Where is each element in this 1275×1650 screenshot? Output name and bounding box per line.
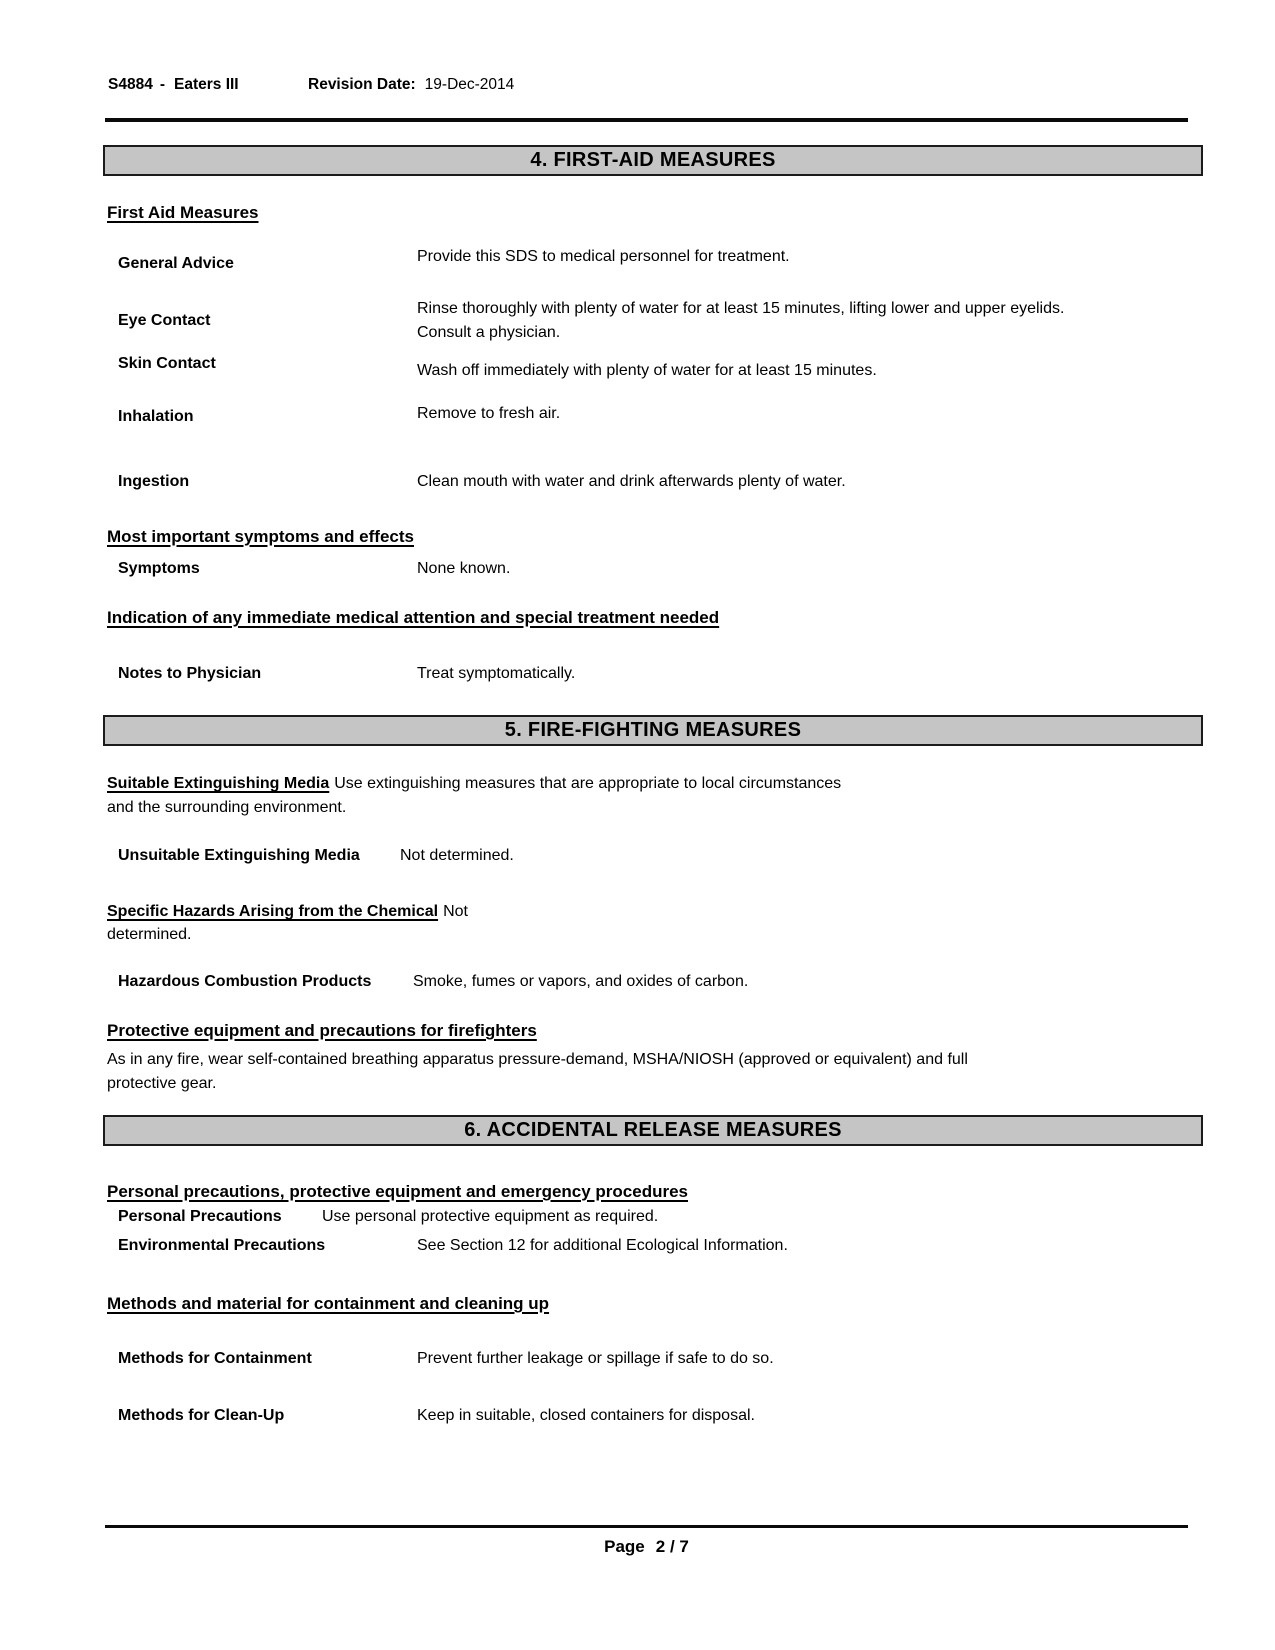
personal-precautions-heading: Personal precautions, protective equipment and emergency procedures — [107, 1182, 689, 1201]
environmental-precautions-label: Environmental Precautions — [118, 1237, 326, 1254]
eye-contact-value-line-1: Rinse thoroughly with plenty of water for at least 15 minutes, lifting lower and upper eyelids. — [417, 300, 1065, 317]
general-advice-value: Provide this SDS to medical personnel for treatment. — [417, 248, 790, 265]
indication-heading: Indication of any immediate medical attention and special treatment needed — [107, 608, 720, 627]
first-aid-measures-heading: First Aid Measures — [107, 203, 259, 222]
specific-hazards-paragraph — [107, 900, 1177, 946]
section-6-title: 6. ACCIDENTAL RELEASE MEASURES — [464, 1119, 842, 1141]
specific-hazards-text-line-1: Not — [443, 903, 468, 920]
specific-hazards-text-line-2: determined. — [107, 926, 192, 943]
firefighter-text-line-1: As in any fire, wear self-contained breathing apparatus pressure-demand, MSHA/NIOSH (approved or equivalent) and full — [107, 1051, 968, 1068]
methods-containment-value: Prevent further leakage or spillage if safe to do so. — [417, 1350, 774, 1367]
protective-equipment-heading: Protective equipment and precautions for firefighters — [107, 1021, 537, 1040]
ingestion-label: Ingestion — [118, 473, 190, 490]
section-5-title: 5. FIRE-FIGHTING MEASURES — [504, 719, 802, 741]
revision-date-value: 19-Dec-2014 — [424, 76, 515, 93]
section-4-header-bar — [103, 145, 1203, 176]
combustion-products-label: Hazardous Combustion Products — [118, 973, 372, 990]
skin-contact-value: Wash off immediately with plenty of water for at least 15 minutes. — [417, 362, 877, 379]
unsuitable-media-label: Unsuitable Extinguishing Media — [118, 847, 360, 864]
row-environmental-precautions — [105, 1237, 1203, 1293]
page-number — [105, 1537, 1188, 1557]
doc-header — [108, 76, 515, 94]
revision-date-label: Revision Date: — [308, 76, 416, 93]
eye-contact-label: Eye Contact — [118, 312, 211, 329]
row-methods-cleanup — [105, 1407, 1203, 1463]
firefighter-paragraph — [107, 1048, 1177, 1096]
row-general-advice — [105, 248, 1203, 304]
skin-contact-label: Skin Contact — [118, 355, 216, 372]
environmental-precautions-value: See Section 12 for additional Ecological Information. — [417, 1237, 788, 1254]
row-eye-contact — [105, 297, 1203, 353]
row-methods-containment — [105, 1350, 1203, 1406]
header-rule — [105, 118, 1188, 122]
page-number-value: 2 / 7 — [655, 1537, 689, 1556]
row-inhalation — [105, 405, 1203, 461]
methods-cleanup-value: Keep in suitable, closed containers for disposal. — [417, 1407, 755, 1424]
section-6-header-bar — [103, 1115, 1203, 1146]
ingestion-value: Clean mouth with water and drink afterwards plenty of water. — [417, 473, 846, 490]
revision-date-block — [308, 76, 514, 94]
page-number-label: Page — [604, 1537, 645, 1556]
section-5-header-bar — [103, 715, 1203, 746]
methods-heading: Methods and material for containment and cleaning up — [107, 1294, 550, 1313]
symptoms-heading: Most important symptoms and effects — [107, 527, 414, 546]
suitable-media-text-line-1: Use extinguishing measures that are appropriate to local circumstances — [334, 775, 842, 792]
suitable-media-label: Suitable Extinguishing Media — [107, 775, 330, 792]
inhalation-value: Remove to fresh air. — [417, 405, 561, 422]
section-4-title: 4. FIRST-AID MEASURES — [530, 149, 776, 171]
product-name: Eaters III — [174, 76, 239, 93]
general-advice-label: General Advice — [118, 255, 234, 272]
product-separator: - — [159, 76, 165, 93]
footer-rule — [105, 1525, 1188, 1528]
firefighter-text-line-2: protective gear. — [107, 1075, 217, 1092]
eye-contact-value — [417, 297, 1064, 345]
unsuitable-media-value: Not determined. — [400, 847, 514, 864]
notes-to-physician-value: Treat symptomatically. — [417, 665, 576, 682]
row-ingestion — [105, 473, 1203, 529]
row-notes-to-physician — [105, 665, 1203, 721]
specific-hazards-label: Specific Hazards Arising from the Chemical — [107, 903, 439, 920]
personal-precautions-label: Personal Precautions — [118, 1208, 282, 1225]
personal-precautions-value: Use personal protective equipment as required. — [322, 1208, 659, 1225]
combustion-products-value: Smoke, fumes or vapors, and oxides of carbon. — [413, 973, 749, 990]
eye-contact-value-line-2: Consult a physician. — [417, 324, 561, 341]
methods-containment-label: Methods for Containment — [118, 1350, 312, 1367]
methods-cleanup-label: Methods for Clean-Up — [118, 1407, 285, 1424]
row-unsuitable-media — [105, 847, 1203, 903]
symptoms-label: Symptoms — [118, 560, 200, 577]
suitable-media-paragraph — [107, 772, 1177, 820]
row-skin-contact — [105, 355, 1203, 411]
suitable-media-text-line-2: and the surrounding environment. — [107, 799, 347, 816]
notes-to-physician-label: Notes to Physician — [118, 665, 262, 682]
inhalation-label: Inhalation — [118, 408, 194, 425]
symptoms-value: None known. — [417, 560, 511, 577]
product-code: S4884 — [108, 76, 153, 93]
